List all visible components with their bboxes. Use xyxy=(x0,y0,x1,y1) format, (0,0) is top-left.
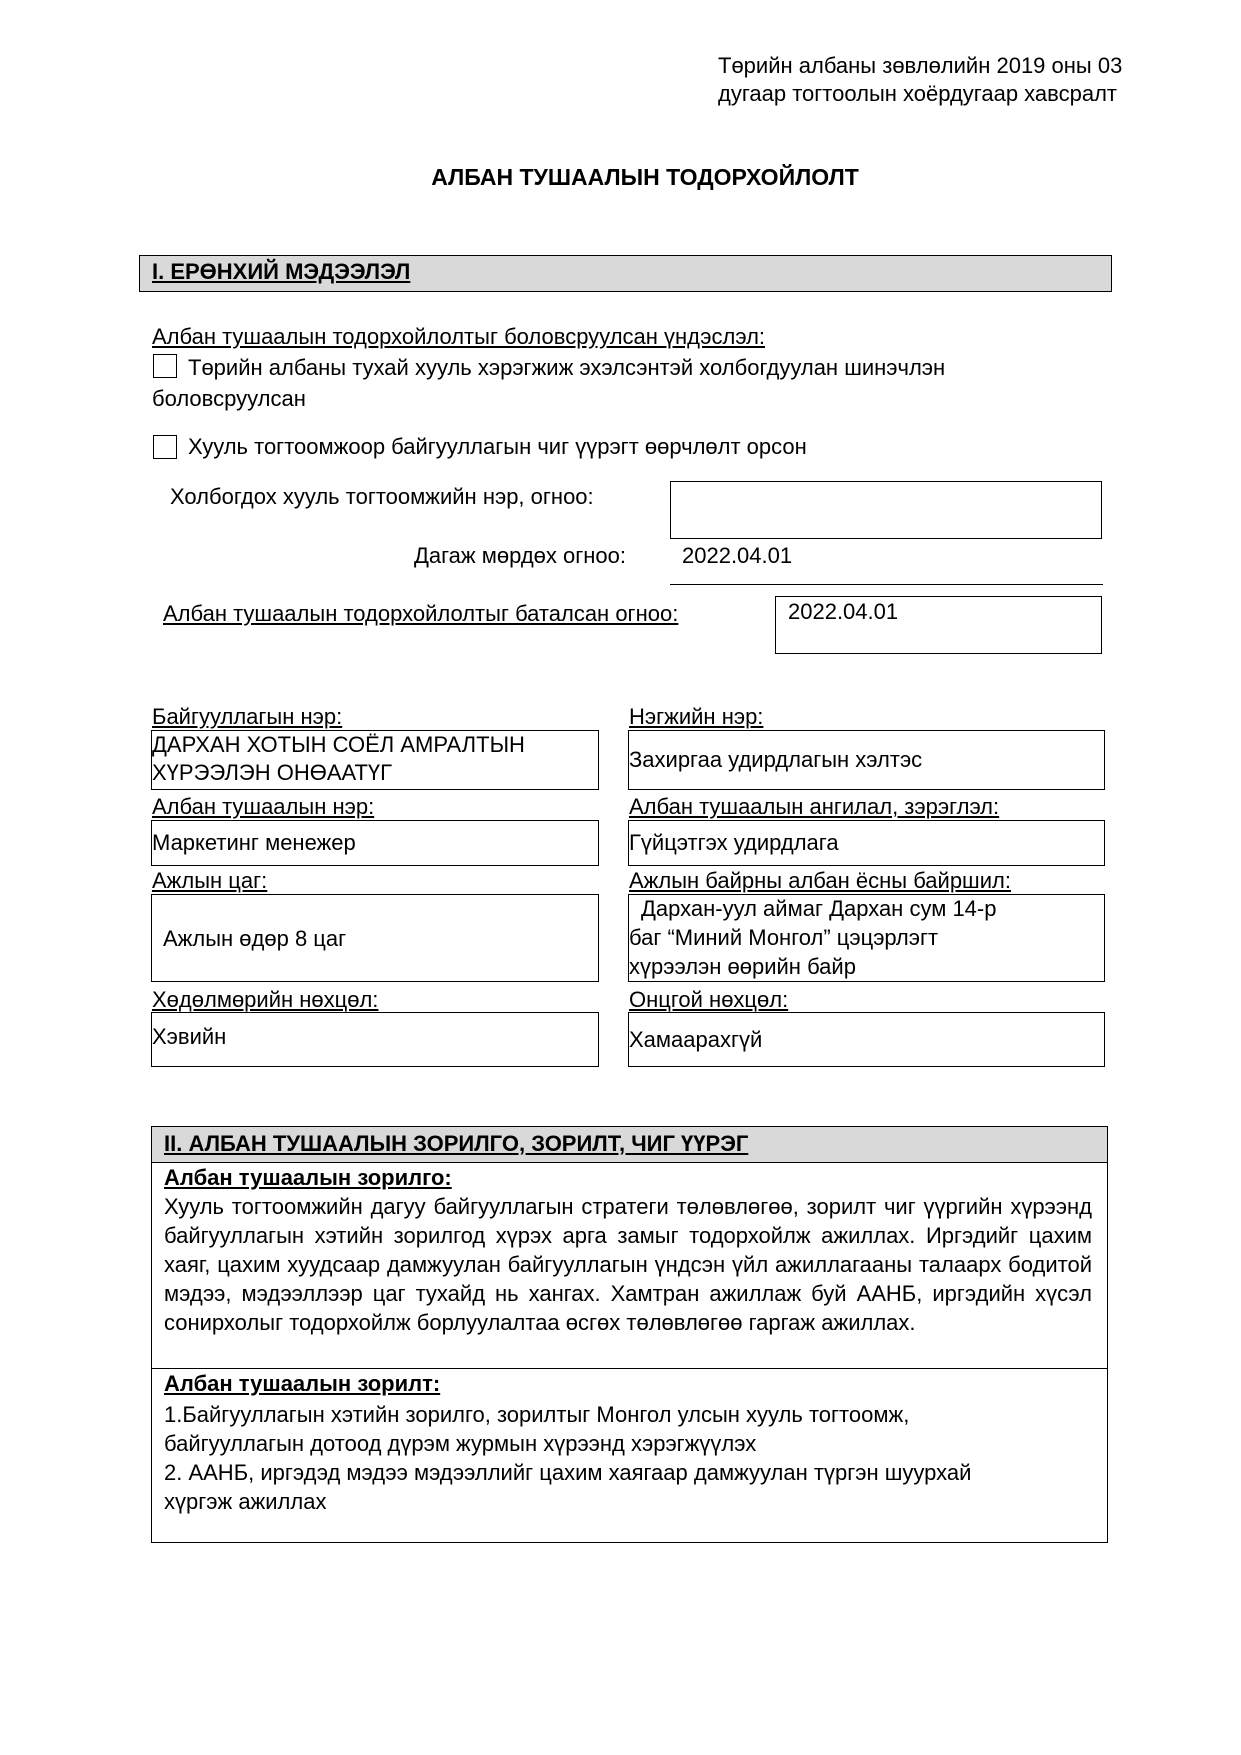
position-name-field[interactable] xyxy=(151,820,599,866)
special-conditions-label: Онцгой нөхцөл: xyxy=(629,987,789,1012)
goal-label: Албан тушаалын зорилго: xyxy=(164,1165,452,1190)
section2-heading: II. АЛБАН ТУШААЛЫН ЗОРИЛГО, ЗОРИЛТ, ЧИГ ҮҮРЭГ xyxy=(164,1131,749,1156)
special-conditions-field[interactable] xyxy=(628,1012,1105,1067)
location-line2: баг “Миний Монгол” цэцэрлэгт xyxy=(629,925,939,950)
position-class-value: Гүйцэтгэх удирдлага xyxy=(629,830,839,855)
unit-name-label: Нэгжийн нэр: xyxy=(629,704,764,729)
position-class-label: Албан тушаалын ангилал, зэрэглэл: xyxy=(629,794,1000,819)
header-note-line1: Төрийн албаны зөвлөлийн 2019 оны 03 xyxy=(718,53,1123,78)
org-name-line1: ДАРХАН ХОТЫН СОЁЛ АМРАЛТЫН xyxy=(152,732,525,757)
law-name-field[interactable] xyxy=(670,481,1102,539)
location-label: Ажлын байрны албан ёсны байршил: xyxy=(629,868,1011,893)
option2-checkbox[interactable] xyxy=(153,435,177,459)
approved-date-label: Албан тушаалын тодорхойлолтыг баталсан огноо: xyxy=(163,601,679,626)
option2-label: Хууль тогтоомжоор байгууллагын чиг үүрэгт өөрчлөлт орсон xyxy=(188,434,807,459)
basis-label: Албан тушаалын тодорхойлолтыг боловсруулсан үндэслэл: xyxy=(152,324,766,349)
unit-name-field[interactable] xyxy=(628,730,1105,790)
section1-heading-bar xyxy=(139,255,1112,292)
location-line1: Дархан-уул аймаг Дархан сум 14-р xyxy=(641,896,997,921)
org-name-field[interactable] xyxy=(151,730,599,790)
effective-date-label: Дагаж мөрдөх огноо: xyxy=(414,543,627,568)
option1-checkbox[interactable] xyxy=(153,354,177,378)
goal-text: Хууль тогтоомжийн дагуу байгууллагын стратеги төлөвлөгөө, зорилт чиг үүргийн хүрээнд байгууллагын хэтийн зорилгод хүрэх арга замыг тодорхойлж ажиллах. Иргэдийг цахим хаяг, цахим хуудсаар дамжуулан байгууллагын үндсэн үйл ажиллагааны талаарх бодитой мэдээ, мэдээллээр цаг тухайд нь хангах. Хамтран ажиллаж буй ААНБ, иргэдийн хүсэл сонирхолыг тодорхойлж борлуулалтаа өсгөх төлөвлөгөө гаргаж ажиллах. xyxy=(164,1194,1092,1335)
header-note-line2: дугаар тогтоолын хоёрдугаар хавсралт xyxy=(718,81,1117,106)
work-hours-label: Ажлын цаг: xyxy=(152,868,268,893)
effective-date-value[interactable]: 2022.04.01 xyxy=(682,543,793,568)
goal-divider xyxy=(152,1368,1107,1369)
approved-date-field[interactable] xyxy=(775,596,1102,654)
work-hours-value: Ажлын өдөр 8 цаг xyxy=(163,926,347,951)
position-name-value: Маркетинг менежер xyxy=(152,830,356,855)
objective-2-line1: 2. ААНБ, иргэдэд мэдээ мэдээллийг цахим хаягаар дамжуулан түргэн шуурхай xyxy=(164,1460,972,1485)
approved-date-value: 2022.04.01 xyxy=(788,599,899,624)
section1-heading: I. ЕРӨНХИЙ МЭДЭЭЛЭЛ xyxy=(152,259,411,284)
section2-heading-bar xyxy=(152,1127,1107,1163)
document-title: АЛБАН ТУШААЛЫН ТОДОРХОЙЛОЛТ xyxy=(431,164,859,190)
section2-table xyxy=(151,1126,1108,1543)
effective-date-underline xyxy=(670,584,1103,585)
objective-1-line1: 1.Байгууллагын хэтийн зорилго, зорилтыг Монгол улсын хууль тогтоомж, xyxy=(164,1402,910,1427)
header-note xyxy=(718,52,1168,108)
law-name-label: Холбогдох хууль тогтоомжийн нэр, огноо: xyxy=(170,484,594,509)
location-field[interactable] xyxy=(628,894,1105,982)
work-conditions-value: Хэвийн xyxy=(152,1024,227,1049)
objective-label: Албан тушаалын зорилт: xyxy=(164,1371,441,1396)
objective-1-line2: байгууллагын дотоод дүрэм журмын хүрээнд хэрэгжүүлэх xyxy=(164,1431,757,1456)
position-class-field[interactable] xyxy=(628,820,1105,866)
org-name-label: Байгууллагын нэр: xyxy=(152,704,343,729)
special-conditions-value: Хамаарахгүй xyxy=(629,1027,763,1052)
work-hours-field[interactable] xyxy=(151,894,599,982)
unit-name-value: Захиргаа удирдлагын хэлтэс xyxy=(629,747,923,772)
work-conditions-field[interactable] xyxy=(151,1012,599,1067)
org-name-line2: ХҮРЭЭЛЭН ОНӨААТҮГ xyxy=(152,760,393,785)
option1-line1: Төрийн албаны тухай хууль хэрэгжиж эхэлсэнтэй холбогдуулан шинэчлэн xyxy=(188,355,946,380)
objective-2-line2: хүргэж ажиллах xyxy=(164,1489,327,1514)
option1-line2: боловсруулсан xyxy=(152,386,306,411)
location-line3: хүрээлэн өөрийн байр xyxy=(629,954,856,979)
position-name-label: Албан тушаалын нэр: xyxy=(152,794,375,819)
work-conditions-label: Хөдөлмөрийн нөхцөл: xyxy=(152,987,379,1012)
